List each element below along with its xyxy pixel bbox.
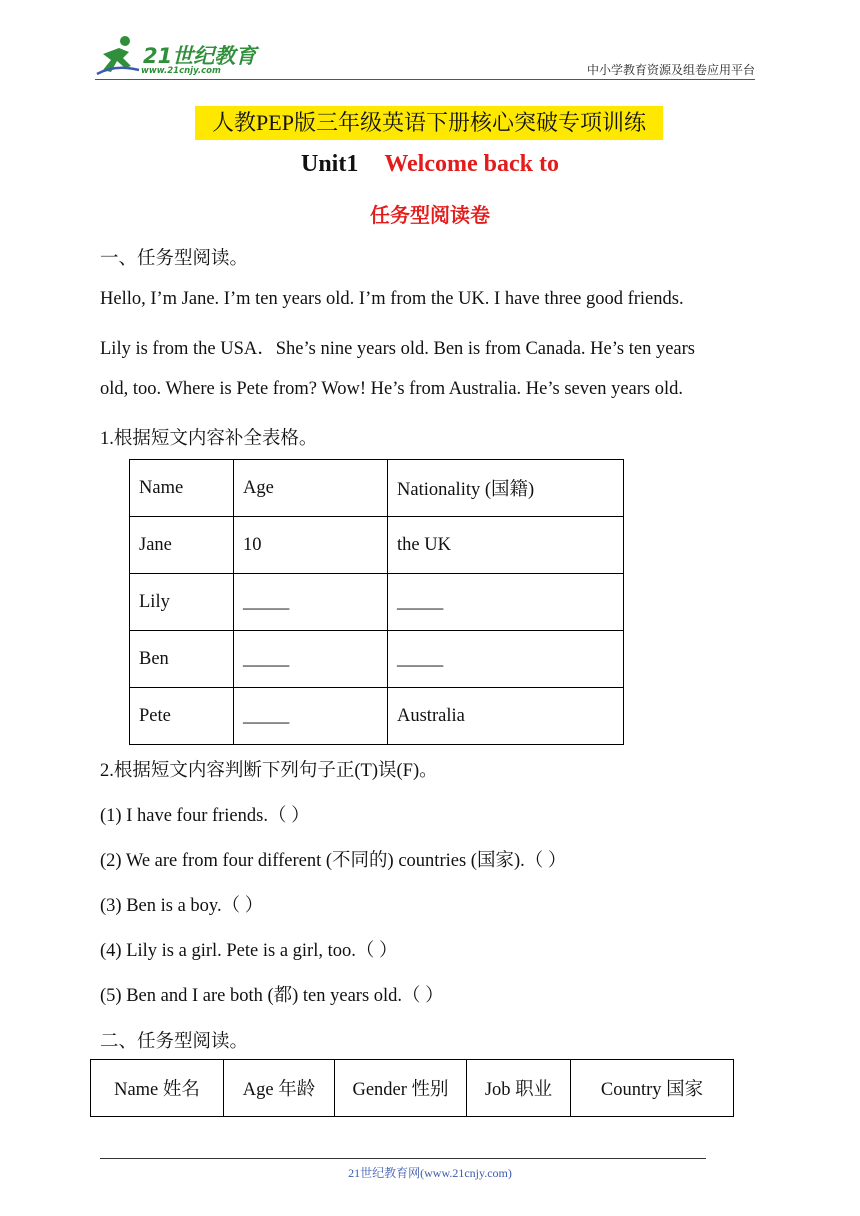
cell-name: Pete [130, 688, 234, 745]
header-gender: Gender 性别 [335, 1060, 467, 1117]
paper-type: 任务型阅读卷 [370, 203, 490, 227]
header-job: Job 职业 [467, 1060, 571, 1117]
statement-3[interactable]: (3) Ben is a boy.（ ） [100, 896, 264, 916]
unit-name: Welcome back to [384, 151, 559, 177]
header-age: Age 年龄 [224, 1060, 335, 1117]
person-info-table [90, 1059, 734, 1117]
passage-line-2: Lily is from the USA．She’s nine years old. Ben is from Canada. He’s ten years [100, 339, 695, 359]
header-name: Name 姓名 [91, 1060, 224, 1117]
footer-divider [100, 1158, 706, 1159]
passage-line-3: old, too. Where is Pete from? Wow! He’s from Australia. He’s seven years old. [100, 379, 684, 399]
table-row [130, 517, 624, 574]
table-row [130, 688, 624, 745]
statement-4[interactable]: (4) Lily is a girl. Pete is a girl, too.（ ） [100, 941, 398, 961]
statement-5[interactable]: (5) Ben and I are both (都) ten years old.（ ） [100, 986, 444, 1006]
cell-name: Lily [130, 574, 234, 631]
table-header-row [91, 1060, 734, 1117]
q2-prompt: 2.根据短文内容判断下列句子正(T)误(F)。 [100, 761, 438, 781]
nationality-table [129, 459, 624, 745]
logo [95, 34, 265, 78]
cell-name: Ben [130, 631, 234, 688]
header-name: Name [130, 460, 234, 517]
cell-nationality-blank[interactable]: _____ [388, 631, 624, 688]
logo-url: www.21cnjy.com [141, 66, 221, 76]
footer-link[interactable]: 21世纪教育网(www.21cnjy.com) [348, 1166, 512, 1180]
table-header-row [130, 460, 624, 517]
platform-name: 中小学教育资源及组卷应用平台 [586, 63, 755, 77]
passage-line-1: Hello, I’m Jane. I’m ten years old. I’m from the UK. I have three good friends. [100, 289, 684, 309]
runner-logo-icon [95, 34, 141, 78]
statement-1[interactable]: (1) I have four friends.（ ） [100, 806, 310, 826]
header-country: Country 国家 [571, 1060, 734, 1117]
cell-age-blank[interactable]: _____ [234, 574, 388, 631]
page-header [95, 34, 755, 80]
section1-heading: 一、任务型阅读。 [100, 249, 249, 269]
cell-nationality: the UK [388, 517, 624, 574]
table-row [130, 574, 624, 631]
q1-prompt: 1.根据短文内容补全表格。 [100, 429, 318, 449]
statement-2[interactable]: (2) We are from four different (不同的) countries (国家).（ ） [100, 851, 567, 871]
cell-age-blank[interactable]: _____ [234, 688, 388, 745]
unit-number: Unit1 [301, 151, 359, 177]
header-nationality: Nationality (国籍) [388, 460, 624, 517]
cell-age: 10 [234, 517, 388, 574]
document-title: 人教PEP版三年级英语下册核心突破专项训练 [195, 106, 663, 140]
unit-title [0, 151, 860, 178]
header-age: Age [234, 460, 388, 517]
cell-age-blank[interactable]: _____ [234, 631, 388, 688]
section2-heading: 二、任务型阅读。 [100, 1032, 249, 1052]
header-divider [95, 79, 755, 80]
cell-nationality: Australia [388, 688, 624, 745]
table-row [130, 631, 624, 688]
cell-nationality-blank[interactable]: _____ [388, 574, 624, 631]
cell-name: Jane [130, 517, 234, 574]
logo-text: 21世纪教育 [143, 44, 257, 68]
